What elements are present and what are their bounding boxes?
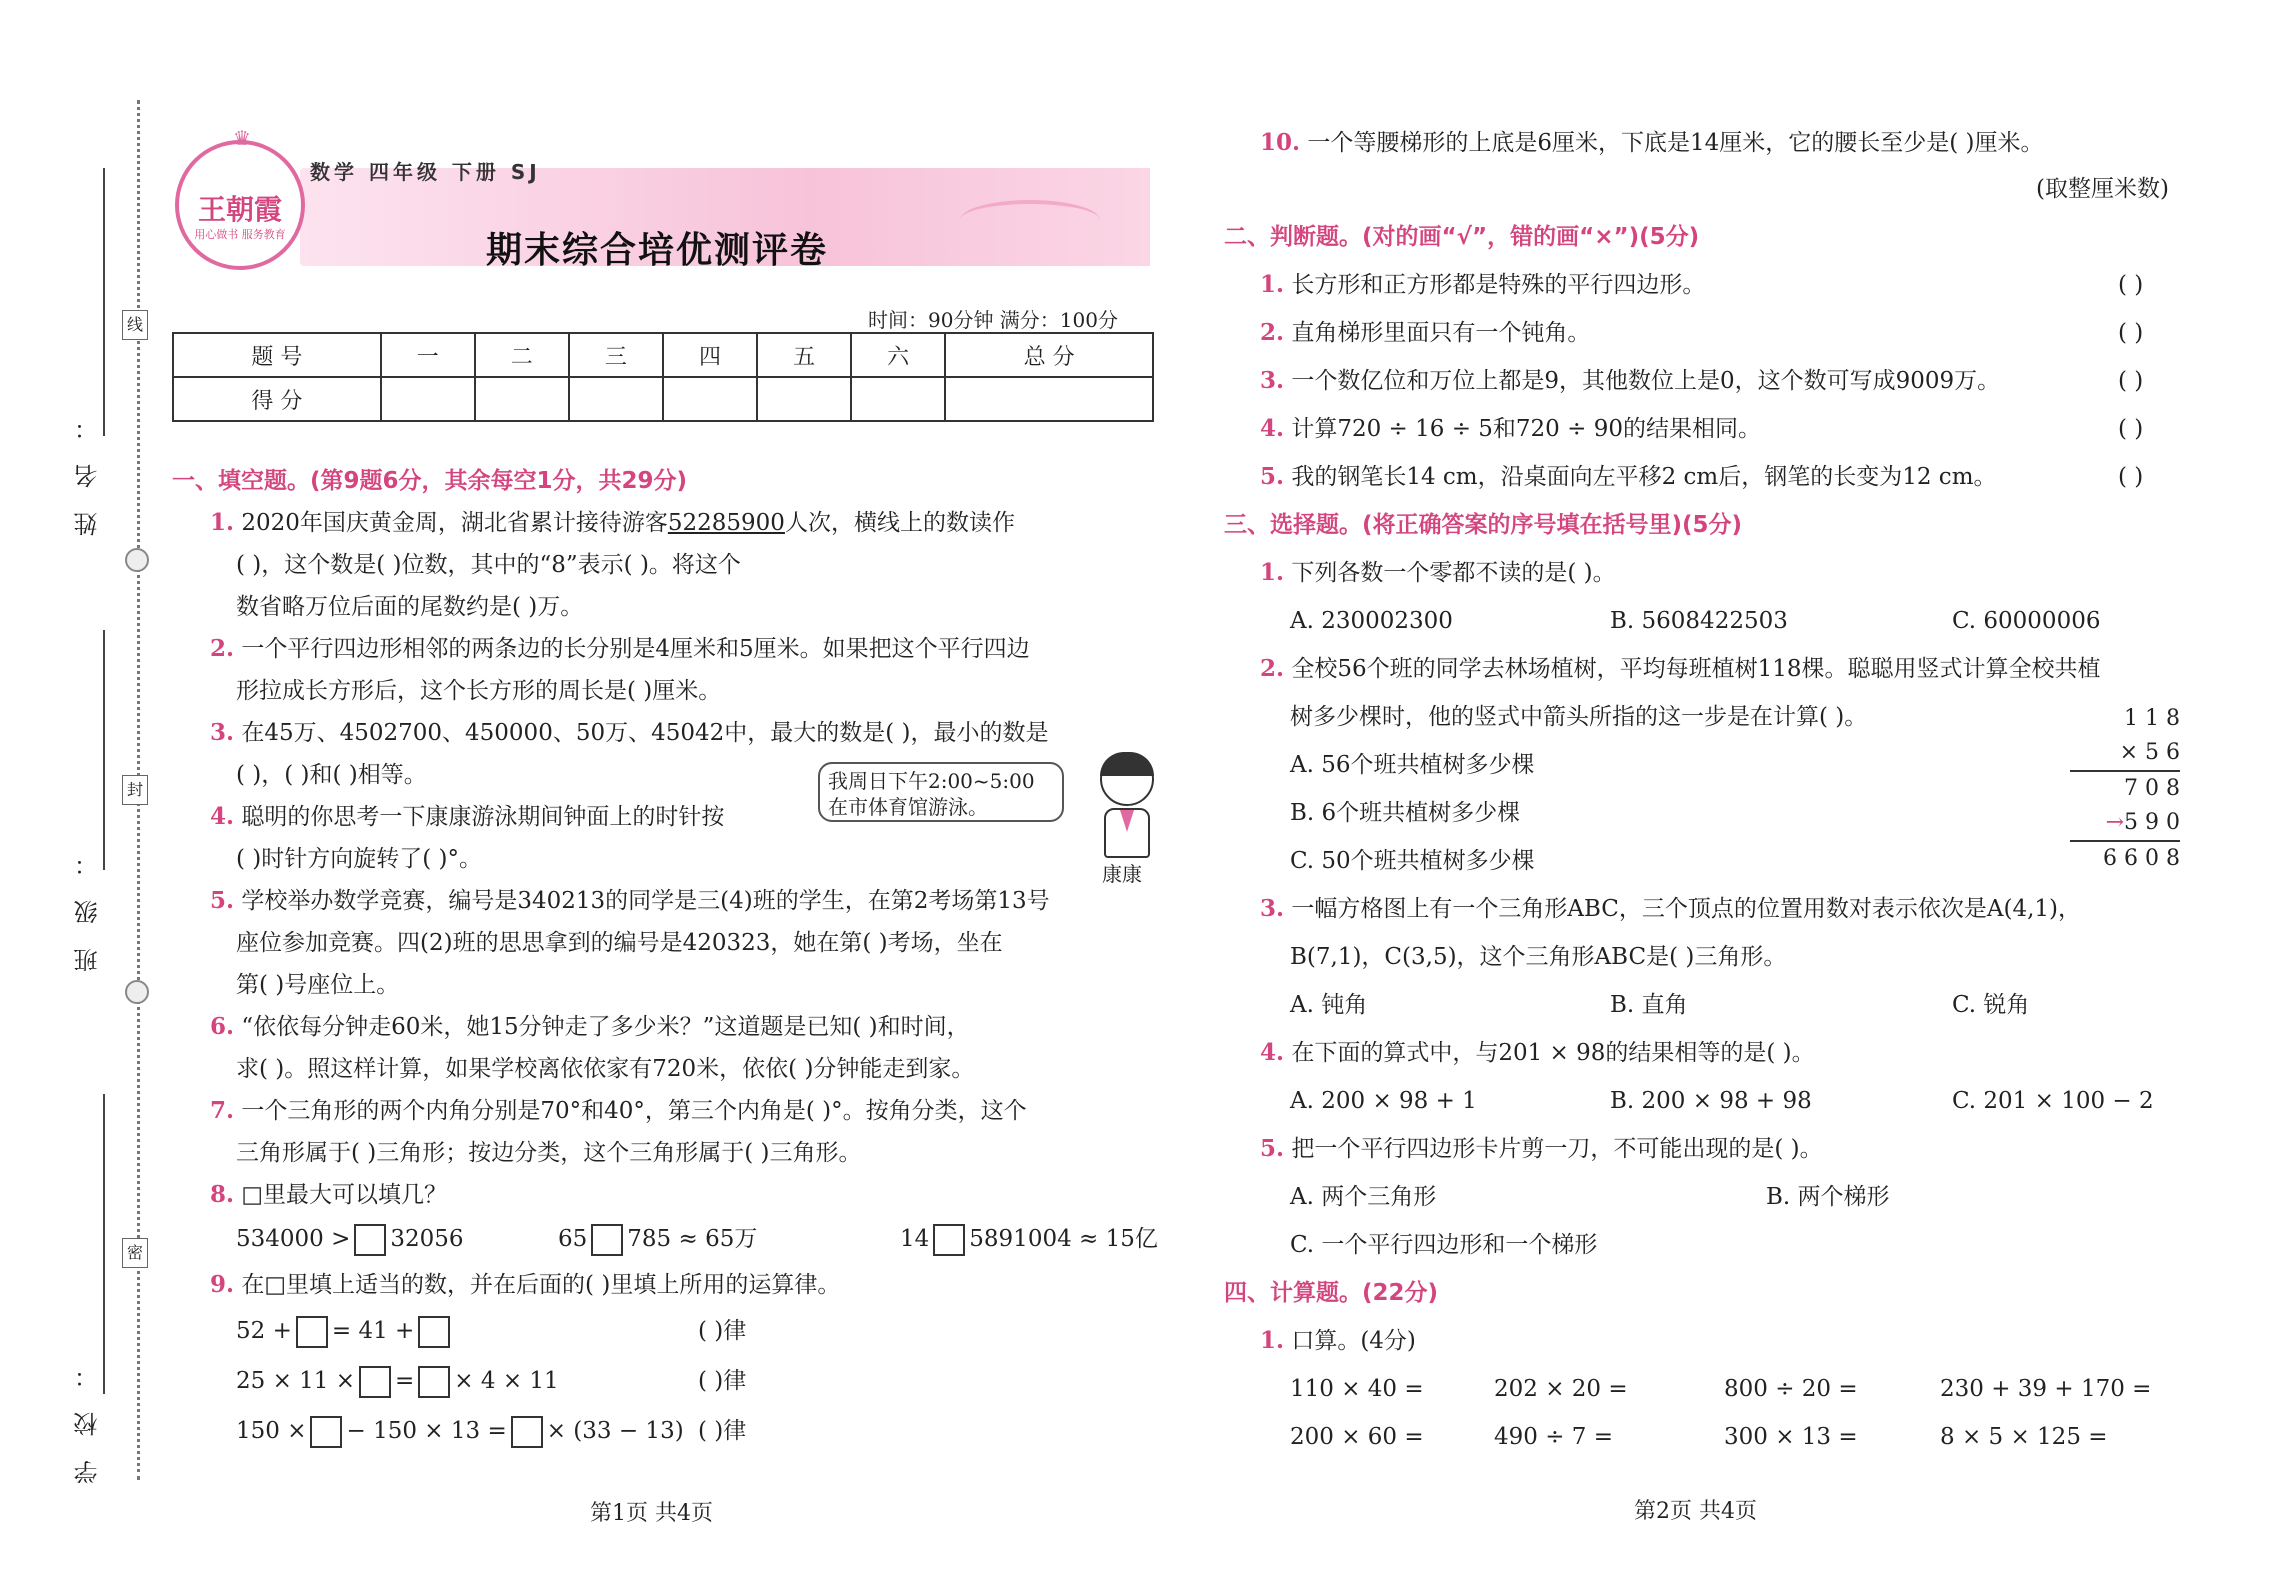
boy-name: 康康 [1102, 862, 1142, 886]
question-number: 3. [1260, 367, 1285, 394]
choice-5-option-c[interactable]: C. 一个平行四边形和一个梯形 [1290, 1232, 1598, 1258]
table-cell: 五 [757, 333, 851, 377]
text: = 41 + [331, 1318, 415, 1344]
choice-4 [1260, 1038, 1815, 1068]
mark-line-char: 线 [122, 310, 148, 340]
text: 785 ≈ 65万 [627, 1226, 758, 1252]
choice-5 [1260, 1134, 1823, 1164]
text: 一个三角形的两个内角分别是70°和40°，第三个内角是( )°。按角分类，这个 [241, 1098, 1027, 1124]
text: 聪明的你思考一下康康游泳期间钟面上的时针按 [241, 804, 725, 830]
calc-row: 7 0 8 [2070, 770, 2180, 806]
mental-calc-item: 202 × 20 = [1494, 1376, 1628, 1402]
judge-item-2 [1260, 318, 1590, 348]
question-4-line-1 [210, 802, 724, 832]
page-title: 期末综合培优测评卷 [486, 230, 829, 271]
table-cell: 二 [475, 333, 569, 377]
table-cell: 一 [381, 333, 475, 377]
choice-1-option-a[interactable]: A. 230002300 [1290, 608, 1453, 634]
name-label: 姓名： [74, 392, 102, 536]
question-number: 2. [210, 635, 235, 662]
judge-answer-paren[interactable]: ( ) [2118, 320, 2144, 346]
score-table [172, 332, 1154, 422]
answer-box[interactable] [933, 1224, 965, 1256]
question-9-item-c [236, 1416, 684, 1448]
mental-calc-item: 490 ÷ 7 = [1494, 1424, 1614, 1450]
text: 5891004 ≈ 15亿 [969, 1226, 1158, 1252]
choice-5-option-a[interactable]: A. 两个三角形 [1290, 1184, 1437, 1210]
score-cell[interactable] [851, 377, 945, 421]
answer-box[interactable] [359, 1366, 391, 1398]
text: − 150 × 13 = [346, 1418, 507, 1444]
table-cell: 得 分 [173, 377, 381, 421]
question-number: 3. [1260, 895, 1285, 922]
choice-3-line-2: B(7,1)，C(3,5)，这个三角形ABC是( )三角形。 [1290, 944, 1787, 970]
text: 在45万、4502700、450000、50万、45042中，最大的数是( )，最小的数是 [241, 720, 1049, 746]
text: “依依每分钟走60米，她15分钟走了多少米？”这道题是已知( )和时间， [241, 1014, 970, 1040]
text: 65 [558, 1226, 588, 1252]
question-number: 9. [210, 1271, 235, 1298]
question-5-line-1 [210, 886, 1050, 916]
question-9-item-b [236, 1366, 559, 1398]
question-9-line-1 [210, 1270, 840, 1300]
table-cell: 六 [851, 333, 945, 377]
binding-hole [125, 980, 149, 1004]
boy-illustration [1090, 752, 1160, 862]
text: 2020年国庆黄金周，湖北省累计接待游客 [241, 510, 668, 536]
calc-row: 1 1 8 [2124, 706, 2180, 731]
choice-2-option-a[interactable]: A. 56个班共植树多少棵 [1290, 752, 1535, 778]
question-number: 1. [1260, 271, 1285, 298]
choice-1-option-c[interactable]: C. 60000006 [1952, 608, 2101, 634]
binding-hole [125, 548, 149, 572]
choice-1-option-b[interactable]: B. 5608422503 [1610, 608, 1788, 634]
calc-row: 6 6 0 8 [2070, 840, 2180, 876]
judge-answer-paren[interactable]: ( ) [2118, 464, 2144, 490]
choice-3-option-a[interactable]: A. 钝角 [1290, 992, 1368, 1018]
choice-2-option-c[interactable]: C. 50个班共植树多少棵 [1290, 848, 1535, 874]
mental-calc-item: 230 + 39 + 170 = [1940, 1376, 2152, 1402]
text: 长方形和正方形都是特殊的平行四边形。 [1291, 272, 1706, 298]
section-4-heading: 四、计算题。(22分) [1224, 1280, 1439, 1306]
judge-item-3 [1260, 366, 2000, 396]
question-3-line-2: ( )，( )和( )相等。 [236, 762, 427, 788]
calc-row: × 5 6 [2119, 740, 2180, 765]
boy-hair [1100, 752, 1154, 776]
time-info: 时间：90分钟 满分：100分 [868, 308, 1118, 332]
header-decoration [960, 200, 1100, 240]
score-table-score-row [173, 377, 1153, 421]
text: = [395, 1368, 415, 1394]
question-number: 8. [210, 1181, 235, 1208]
vertical-multiplication [2070, 702, 2180, 876]
question-number: 1. [210, 509, 235, 536]
text: 在下面的算式中，与201 × 98的结果相等的是( )。 [1291, 1040, 1815, 1066]
text: 学校举办数学竞赛，编号是340213的同学是三(4)班的学生，在第2考场第13号 [241, 888, 1050, 914]
text: 下列各数一个零都不读的是( )。 [1291, 560, 1616, 586]
text: 25 × 11 × [236, 1368, 356, 1394]
question-1-line-3: 数省略万位后面的尾数约是( )万。 [236, 594, 584, 620]
answer-box[interactable] [354, 1224, 386, 1256]
question-7-line-1 [210, 1096, 1027, 1126]
mark-seal-char: 封 [122, 775, 148, 805]
choice-2-line-1 [1260, 654, 2101, 684]
question-number: 6. [210, 1013, 235, 1040]
choice-1 [1260, 558, 1616, 588]
question-10-note: (取整厘米数) [2036, 176, 2169, 202]
question-7-line-2: 三角形属于( )三角形；按边分类，这个三角形属于( )三角形。 [236, 1140, 862, 1166]
section-2-heading: 二、判断题。(对的画“√”，错的画“×”)(5分) [1224, 224, 1700, 250]
underlined-number: 52285900 [667, 510, 785, 536]
text: 一幅方格图上有一个三角形ABC，三个顶点的位置用数对表示依次是A(4,1)， [1291, 896, 2081, 922]
law-blank[interactable]: ( )律 [698, 1418, 747, 1444]
text: 一个平行四边形相邻的两条边的长分别是4厘米和5厘米。如果把这个平行四边 [241, 636, 1030, 662]
law-blank[interactable]: ( )律 [698, 1318, 747, 1344]
choice-5-option-b[interactable]: B. 两个梯形 [1766, 1184, 1890, 1210]
question-number: 4. [210, 803, 235, 830]
score-table-header-row [173, 333, 1153, 377]
score-cell[interactable] [757, 377, 851, 421]
bubble-line: 在市体育馆游泳。 [828, 795, 988, 819]
question-number: 2. [1260, 655, 1285, 682]
calc-question-1 [1260, 1326, 1416, 1356]
text: 全校56个班的同学去林场植树，平均每班植树118棵。聪聪用竖式计算全校共植 [1291, 656, 2101, 682]
text: 人次，横线上的数读作 [784, 510, 1015, 536]
question-5-line-3: 第( )号座位上。 [236, 972, 400, 998]
question-4-line-2: ( )时针方向旋转了( )°。 [236, 846, 483, 872]
answer-box[interactable] [310, 1416, 342, 1448]
judge-item-4 [1260, 414, 1761, 444]
question-number: 10. [1260, 129, 1301, 156]
judge-item-5 [1260, 462, 1997, 492]
question-number: 2. [1260, 319, 1285, 346]
question-2-line-1 [210, 634, 1030, 664]
score-cell[interactable] [663, 377, 757, 421]
question-9-item-a [236, 1316, 454, 1348]
text: 直角梯形里面只有一个钝角。 [1291, 320, 1591, 346]
question-6-line-2: 求( )。照这样计算，如果学校离依依家有720米，依依( )分钟能走到家。 [236, 1056, 975, 1082]
judge-answer-paren[interactable]: ( ) [2118, 368, 2144, 394]
choice-3-line-1 [1260, 894, 2081, 924]
judge-answer-paren[interactable]: ( ) [2118, 272, 2144, 298]
answer-box[interactable] [296, 1316, 328, 1348]
text: 一个等腰梯形的上底是6厘米，下底是14厘米，它的腰长至少是( )厘米。 [1307, 130, 2044, 156]
bubble-line: 我周日下午2:00~5:00 [828, 769, 1035, 793]
mental-calc-item: 110 × 40 = [1290, 1376, 1424, 1402]
answer-box[interactable] [418, 1366, 450, 1398]
question-number: 5. [210, 887, 235, 914]
question-8-line-1 [210, 1180, 447, 1210]
question-5-line-2: 座位参加竞赛。四(2)班的思思拿到的编号是420323，她在第( )考场，坐在 [236, 930, 1003, 956]
judge-answer-paren[interactable]: ( ) [2118, 416, 2144, 442]
question-1-line-2: ( )，这个数是( )位数，其中的“8”表示( )。将这个 [236, 552, 741, 578]
question-3-line-1 [210, 718, 1049, 748]
page-footer-right: 第2页 共4页 [1634, 1499, 1757, 1524]
calc-row-arrow [2070, 806, 2180, 840]
choice-4-option-b[interactable]: B. 200 × 98 + 98 [1610, 1088, 1812, 1114]
text: 32056 [390, 1226, 464, 1252]
text: 一个数亿位和万位上都是9，其他数位上是0，这个数可写成9009万。 [1291, 368, 2001, 394]
question-number: 7. [210, 1097, 235, 1124]
question-2-line-2: 形拉成长方形后，这个长方形的周长是( )厘米。 [236, 678, 722, 704]
answer-box[interactable] [418, 1316, 450, 1348]
text: × 4 × 11 [454, 1368, 559, 1394]
text: 我的钢笔长14 cm，沿桌面向左平移2 cm后，钢笔的长变为12 cm。 [1291, 464, 1997, 490]
question-number: 3. [210, 719, 235, 746]
question-number: 5. [1260, 1135, 1285, 1162]
question-number: 4. [1260, 415, 1285, 442]
law-blank[interactable]: ( )律 [698, 1368, 747, 1394]
text: 在□里填上适当的数，并在后面的( )里填上所用的运算律。 [241, 1272, 841, 1298]
class-label: 班级： [74, 828, 102, 972]
school-fill-line [103, 1094, 105, 1394]
text: 14 [900, 1226, 930, 1252]
crown-icon: ♛ [233, 126, 251, 150]
brand-motto: 用心做书 服务教育 [194, 228, 286, 241]
question-8-item-b [558, 1224, 757, 1256]
answer-box[interactable] [591, 1224, 623, 1256]
school-label: 学校： [74, 1340, 102, 1484]
text: × (33 − 13) [546, 1418, 684, 1444]
table-cell: 三 [569, 333, 663, 377]
question-10-line-1 [1260, 128, 2044, 158]
section-3-heading: 三、选择题。(将正确答案的序号填在括号里)(5分) [1224, 512, 1743, 538]
choice-3-option-c[interactable]: C. 锐角 [1952, 992, 2030, 1018]
question-8-item-c [900, 1224, 1158, 1256]
judge-item-1 [1260, 270, 1705, 300]
text: 534000 > [236, 1226, 351, 1252]
table-cell: 四 [663, 333, 757, 377]
table-cell: 总 分 [945, 333, 1153, 377]
text: 5 9 0 [2124, 810, 2180, 835]
text: 口算。(4分) [1291, 1328, 1416, 1354]
name-fill-line [103, 168, 105, 436]
arrow-icon: → [2105, 810, 2125, 835]
question-6-line-1 [210, 1012, 970, 1042]
brand-logo [175, 126, 305, 270]
question-number: 4. [1260, 1039, 1285, 1066]
text: 计算720 ÷ 16 ÷ 5和720 ÷ 90的结果相同。 [1291, 416, 1761, 442]
text: 150 × [236, 1418, 307, 1444]
mark-secret-char: 密 [122, 1238, 148, 1268]
choice-4-option-c[interactable]: C. 201 × 100 − 2 [1952, 1088, 2154, 1114]
section-1-heading: 一、填空题。(第9题6分，其余每空1分，共29分) [172, 468, 688, 494]
mental-calc-item: 300 × 13 = [1724, 1424, 1858, 1450]
brand-name: 王朝霞 [197, 193, 282, 226]
mental-calc-item: 800 ÷ 20 = [1724, 1376, 1858, 1402]
question-number: 5. [1260, 463, 1285, 490]
choice-4-option-a[interactable]: A. 200 × 98 + 1 [1290, 1088, 1477, 1114]
text: □里最大可以填几？ [241, 1182, 448, 1208]
question-number: 1. [1260, 1327, 1285, 1354]
score-cell[interactable] [475, 377, 569, 421]
question-8-item-a [236, 1224, 464, 1256]
answer-box[interactable] [511, 1416, 543, 1448]
choice-2-line-2: 树多少棵时，他的竖式中箭头所指的这一步是在计算( )。 [1290, 704, 1868, 730]
mental-calc-item: 8 × 5 × 125 = [1940, 1424, 2108, 1450]
question-number: 1. [1260, 559, 1285, 586]
question-1-line-1 [210, 508, 1015, 538]
text: 52 + [236, 1318, 292, 1344]
page-footer-left: 第1页 共4页 [590, 1501, 713, 1526]
table-cell: 题 号 [173, 333, 381, 377]
speech-bubble [818, 762, 1064, 822]
score-cell[interactable] [569, 377, 663, 421]
text: 把一个平行四边形卡片剪一刀，不可能出现的是( )。 [1291, 1136, 1823, 1162]
class-fill-line [103, 630, 105, 870]
score-cell[interactable] [381, 377, 475, 421]
subject-line: 数学 四年级 下册 SJ [310, 160, 541, 184]
score-cell[interactable] [945, 377, 1153, 421]
choice-3-option-b[interactable]: B. 直角 [1610, 992, 1688, 1018]
mental-calc-item: 200 × 60 = [1290, 1424, 1424, 1450]
choice-2-option-b[interactable]: B. 6个班共植树多少棵 [1290, 800, 1521, 826]
